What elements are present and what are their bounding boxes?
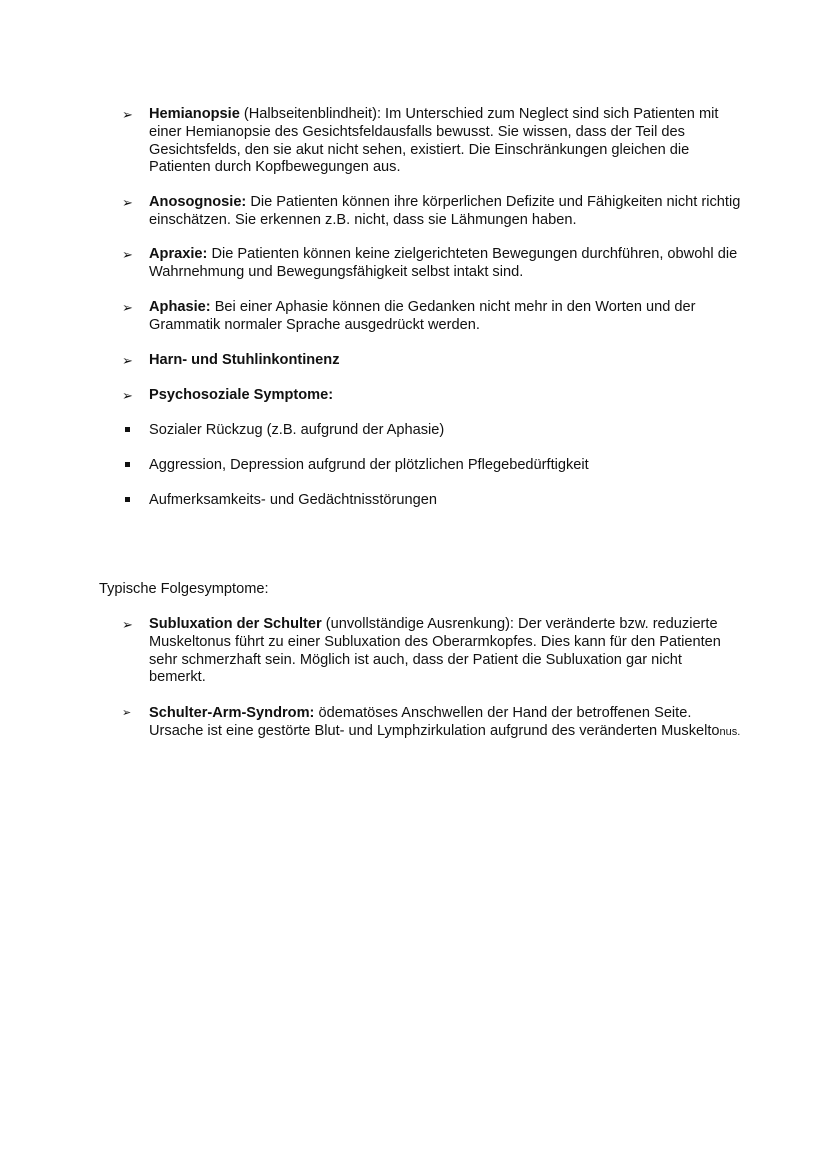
term: Anosognosie: bbox=[149, 194, 247, 210]
section-heading: Typische Folgesymptome: bbox=[99, 581, 269, 597]
arrow-bullet-icon: ➢ bbox=[122, 300, 133, 315]
arrow-bullet-icon: ➢ bbox=[122, 388, 133, 403]
square-bullet-icon bbox=[122, 422, 148, 440]
sub-item-text: Aufmerksamkeits- und Gedächtnisstörungen bbox=[149, 492, 437, 508]
description: (Halbseitenblindheit): Im Unterschied zum Neglect sind sich Patienten mit einer Hemianopsie des Gesichtsfeldausfalls bewusst. Sie wissen, dass der Teil des Gesichtsfelds, den sie akut nicht sehen, existiert. Die Einschränkungen gleichen die Patienten durch Kopfbewegungen aus. bbox=[149, 106, 719, 176]
arrow-bullet-icon: ➢ bbox=[122, 353, 133, 368]
arrow-bullet-icon: ➢ bbox=[122, 707, 132, 719]
list-item-subluxation bbox=[122, 616, 742, 687]
arrow-bullet-icon: ➢ bbox=[122, 195, 133, 210]
sub-item-text: Aggression, Depression aufgrund der plötzlichen Pflegebedürftigkeit bbox=[149, 457, 589, 473]
description: (unvollständige Ausrenkung): Der veränderte bzw. reduzierte Muskeltonus führt zu einer Subluxation des Oberarmkopfes. Dies kann für den Patienten sehr schmerzhaft sein. Möglich ist auch, dass der Patient die Subluxation gar nicht bemerkt. bbox=[149, 616, 721, 686]
term: Schulter-Arm-Syndrom: bbox=[149, 705, 315, 721]
term: Harn- und Stuhlinkontinenz bbox=[149, 352, 340, 368]
list-item-hemianopsie bbox=[122, 106, 742, 177]
description: Bei einer Aphasie können die Gedanken nicht mehr in den Worten und der Grammatik normaler Sprache ausgedrückt werden. bbox=[149, 299, 696, 333]
sub-list-item bbox=[122, 422, 742, 440]
list-item-anosognosie bbox=[122, 194, 742, 230]
term: Hemianopsie bbox=[149, 106, 240, 122]
sub-item-text: Sozialer Rückzug (z.B. aufgrund der Aphasie) bbox=[149, 422, 445, 438]
description-tail: nus. bbox=[719, 725, 741, 738]
list-item-schulter-arm-syndrom bbox=[122, 705, 742, 742]
sub-list-item bbox=[122, 457, 742, 475]
list-item-psychosozial bbox=[122, 387, 742, 405]
term: Aphasie: bbox=[149, 299, 211, 315]
description: Die Patienten können ihre körperlichen Defizite und Fähigkeiten nicht richtig einschätzen. Sie erkennen z.B. nicht, dass sie Lähmungen haben. bbox=[149, 194, 741, 228]
list-item-apraxie bbox=[122, 246, 742, 282]
sub-list-item bbox=[122, 492, 742, 510]
description: ödematöses Anschwellen der Hand der betroffenen Seite. Ursache ist eine gestörte Blut- und Lymphzirkulation aufgrund des veränderten Muskelto bbox=[149, 705, 720, 739]
term: Apraxie: bbox=[149, 246, 208, 262]
square-bullet-icon bbox=[122, 457, 148, 475]
description: Die Patienten können keine zielgerichteten Bewegungen durchführen, obwohl die Wahrnehmung und Bewegungsfähigkeit selbst intakt sind. bbox=[149, 246, 738, 280]
list-item-inkontinenz bbox=[122, 352, 742, 370]
list-item-aphasie bbox=[122, 299, 742, 335]
arrow-bullet-icon: ➢ bbox=[122, 617, 133, 632]
term: Subluxation der Schulter bbox=[149, 616, 322, 632]
arrow-bullet-icon: ➢ bbox=[122, 107, 133, 122]
square-bullet-icon bbox=[122, 492, 148, 510]
arrow-bullet-icon: ➢ bbox=[122, 247, 133, 262]
term: Psychosoziale Symptome: bbox=[149, 387, 334, 403]
